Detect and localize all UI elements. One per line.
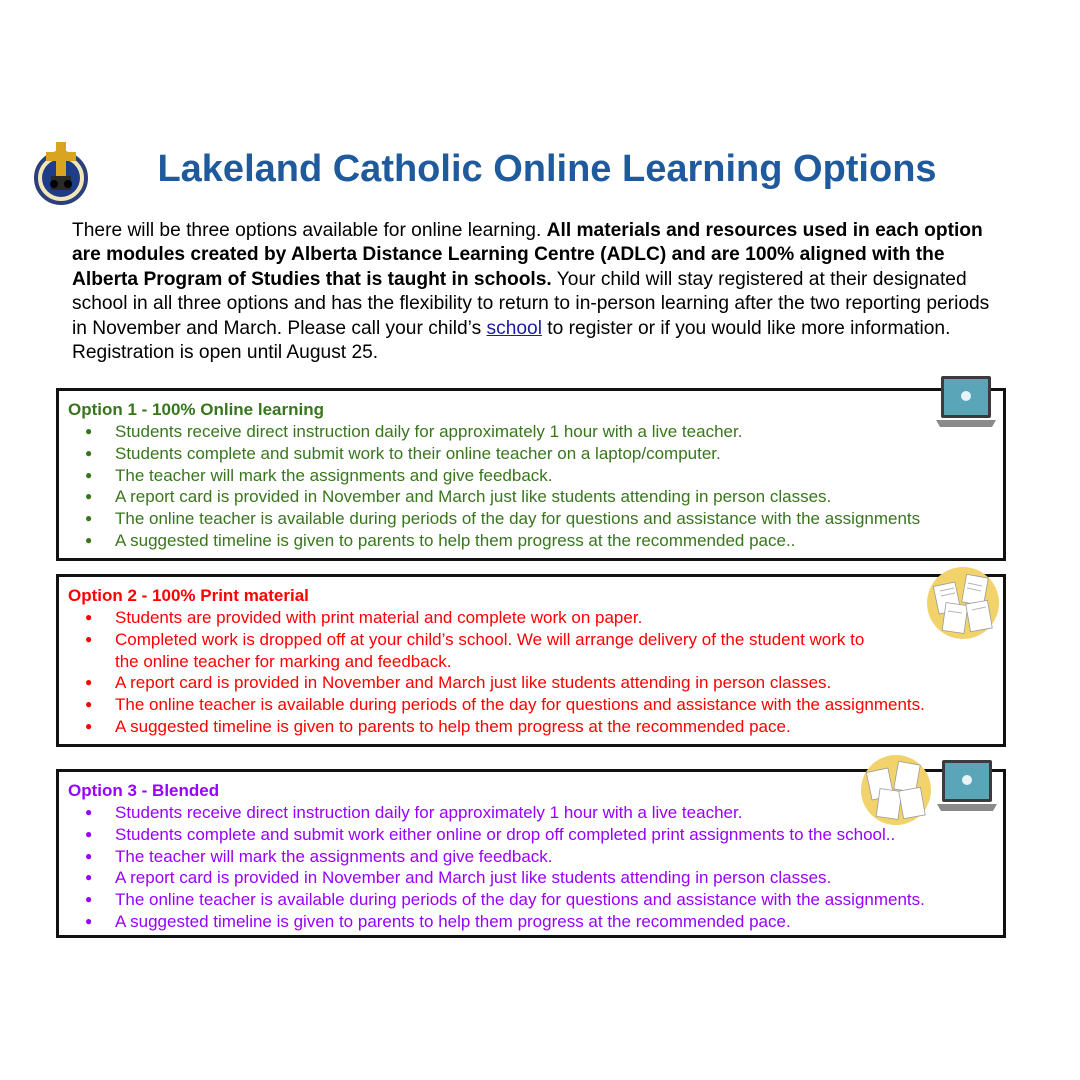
laptop-icon: [935, 374, 997, 430]
list-item: ● A suggested timeline is given to parents to help them progress at the recommended pace.: [85, 716, 791, 736]
bullet-icon: ●: [85, 489, 93, 504]
list-item: ● The online teacher is available during periods of the day for questions and assistance with the assignments: [85, 509, 921, 529]
print-papers-icon: [926, 566, 1000, 640]
option-title: Option 3 - Blended: [68, 781, 220, 800]
bullet-icon: ●: [85, 697, 93, 712]
list-item: ● Students complete and submit work to their online teacher on a laptop/computer.: [85, 443, 721, 463]
intro-text-1: There will be three options available for online learning.: [72, 220, 547, 241]
list-item: ● The online teacher is available during periods of the day for questions and assistance with the assignments.: [85, 890, 925, 910]
school-link[interactable]: school: [486, 317, 542, 339]
list-item: ● Students receive direct instruction daily for approximately 1 hour with a live teacher.: [85, 422, 743, 441]
intro-text-2: Your child will stay registered at their designated school in all three options and has the flexibility to return to in-person learning after the two reporting periods in November and March. Please call your child’s: [72, 268, 990, 339]
list-item: ● Students complete and submit work either online or drop off completed print assignments to the school..: [85, 824, 896, 844]
bullet-icon: ●: [85, 467, 93, 482]
option-title: Option 1 - 100% Online learning: [68, 400, 324, 419]
list-item: ● The online teacher is available during periods of the day for questions and assistance with the assignments.: [85, 695, 925, 715]
bullet-icon: ●: [85, 532, 93, 547]
option-list: [59, 420, 1003, 552]
bullet-icon: ●: [85, 892, 93, 907]
intro-bold-text: All materials and resources used in each option are modules created by Alberta Distance Learning Centre (ADLC) and are 100% aligned with the Alberta Program of Studies that is taught in schools.: [72, 220, 983, 290]
blended-papers-laptop-icon: [860, 754, 1000, 826]
list-item: ● A suggested timeline is given to parents to help them progress at the recommended pace..: [85, 530, 796, 550]
bullet-icon: ●: [85, 445, 93, 460]
list-item: ● The teacher will mark the assignments and give feedback.: [85, 465, 553, 485]
bullet-icon: ●: [85, 610, 93, 624]
bullet-icon: ●: [85, 511, 93, 526]
bullet-icon: ●: [85, 631, 93, 646]
list-item: ● A report card is provided in November and March just like students attending in person classes.: [85, 673, 832, 693]
bullet-icon: ●: [85, 826, 93, 841]
list-item-continuation: the online teacher for marking and feedback.: [115, 651, 452, 671]
bullet-icon: ●: [85, 870, 93, 885]
list-item: ● A report card is provided in November and March just like students attending in person classes.: [85, 487, 832, 507]
option-title: Option 2 - 100% Print material: [68, 586, 309, 605]
list-item: ● Students receive direct instruction daily for approximately 1 hour with a live teacher.: [85, 803, 743, 822]
list-item: ● Students are provided with print material and complete work on paper.: [85, 608, 643, 627]
bullet-icon: ●: [85, 718, 93, 733]
list-item: ● Completed work is dropped off at your child’s school. We will arrange delivery of the student work to the online teacher for marking and feedback.: [85, 629, 865, 671]
list-item: ● A report card is provided in November and March just like students attending in person classes.: [85, 868, 832, 888]
list-item: ● The teacher will mark the assignments and give feedback.: [85, 846, 553, 866]
intro-paragraph: [72, 219, 1007, 365]
list-item: ● A suggested timeline is given to parents to help them progress at the recommended pace.: [85, 911, 791, 931]
bullet-icon: ●: [85, 805, 93, 819]
intro-text-3: to register or if you would like more information. Registration is open until August 25.: [72, 317, 951, 364]
bullet-icon: ●: [85, 848, 93, 863]
page-title: Lakeland Catholic Online Learning Options: [157, 148, 937, 190]
option-2-box: [56, 574, 1006, 747]
option-1-box: [56, 388, 1006, 561]
bullet-icon: ●: [85, 424, 93, 438]
bullet-icon: ●: [85, 913, 93, 928]
bullet-icon: ●: [85, 675, 93, 690]
option-list: [59, 606, 1003, 738]
